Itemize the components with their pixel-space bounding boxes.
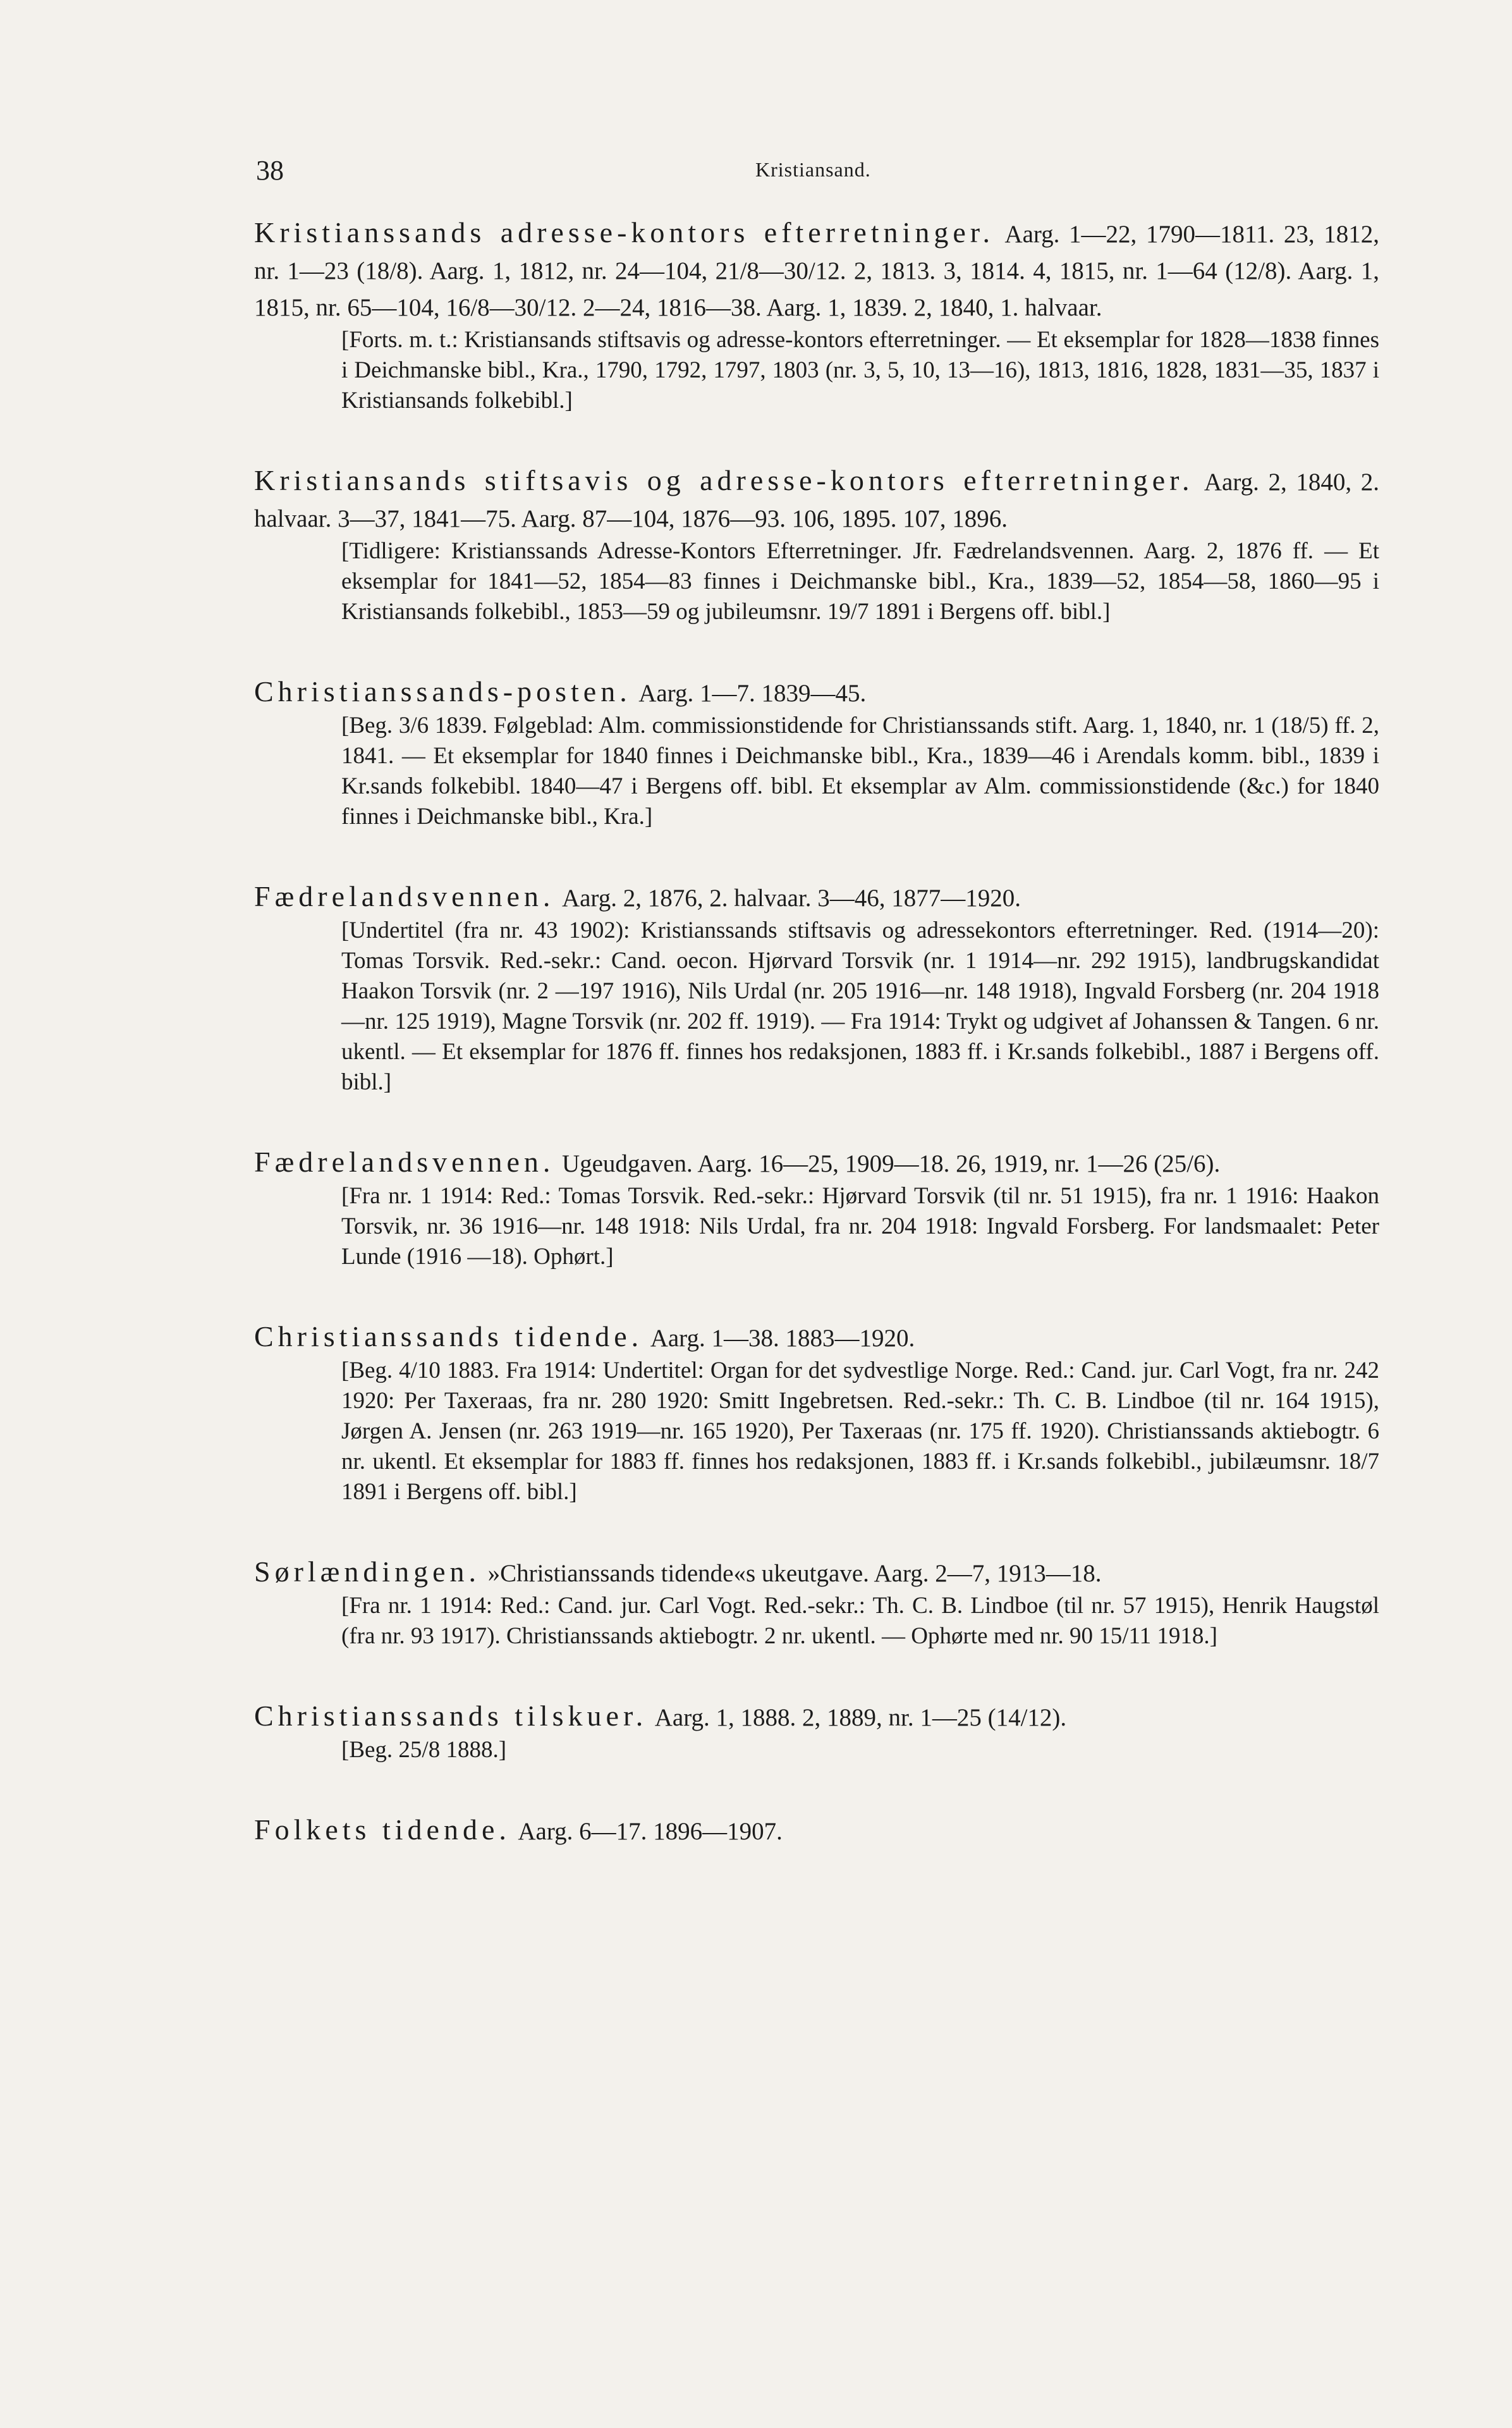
entry-heading — [254, 1812, 1379, 1849]
bibliography-entry — [254, 1812, 1379, 1849]
entry-description: Aarg. 1—7. 1839—45. — [638, 680, 867, 707]
entry-description: Aarg. 6—17. 1896—1907. — [518, 1818, 783, 1845]
bibliography-entry — [254, 1319, 1379, 1507]
entry-heading — [254, 1698, 1379, 1735]
entry-note: [Forts. m. t.: Kristiansands stiftsavis og adresse-kontors efterretninger. — Et eksemplar for 1828—1838 finnes i Deichmanske bibl., Kra., 1790, 1792, 1797, 1803 (nr. 3, 5, 10, 13—16), 1813, 1816, 1828, 1831—35, 1837 i Kristiansands folkebibl.] — [341, 327, 1379, 414]
entry-note: [Fra nr. 1 1914: Red.: Tomas Torsvik. Red.-sekr.: Hjørvard Torsvik (til nr. 51 1915), fra nr. 1 1916: Haakon Torsvik, nr. 36 1916—nr. 148 1918: Nils Urdal, fra nr. 204 1918: Ingvald Forsberg. For landsmaalet: Peter Lunde (1916 —18). Ophørt.] — [341, 1183, 1379, 1270]
entry-note: [Beg. 3/6 1839. Følgeblad: Alm. commissionstidende for Christianssands stift. Aarg. 1, 1840, nr. 1 (18/5) ff. 2, 1841. — Et eksemplar for 1840 finnes i Deichmanske bibl., Kra., 1839—46 i Arendals komm. bibl., 1839 i Kr.sands folkebibl. 1840—47 i Bergens off. bibl. Et eksemplar av Alm. commissionstidende (&c.) for 1840 finnes i Deichmanske bibl., Kra.] — [341, 713, 1379, 830]
entry-note: [Undertitel (fra nr. 43 1902): Kristianssands stiftsavis og adressekontors efterretninger. Red. (1914—20): Tomas Torsvik. Red.-sekr.: Cand. oecon. Hjørvard Torsvik (nr. 1 1914—nr. 292 1915), landbrugskandidat Haakon Torsvik (nr. 2 —197 1916), Nils Urdal (nr. 205 1916—nr. 148 1918), Ingvald Forsberg (nr. 204 1918—nr. 125 1919), Magne Torsvik (nr. 202 ff. 1919). — Fra 1914: Trykt og udgivet af Johanssen & Tangen. 6 nr. ukentl. — Et eksemplar for 1876 ff. finnes hos redaksjonen, 1883 ff. i Kr.sands folkebibl., 1887 i Bergens off. bibl.] — [341, 917, 1379, 1095]
entry-title: Christianssands-posten. — [254, 675, 631, 708]
entry-heading — [254, 879, 1379, 916]
entry-title: Christianssands tilskuer. — [254, 1700, 648, 1732]
entry-description: Aarg. 1—38. 1883—1920. — [650, 1325, 915, 1352]
bibliography-entry — [254, 215, 1379, 416]
entry-description: Ugeudgaven. Aarg. 16—25, 1909—18. 26, 1919, nr. 1—26 (25/6). — [561, 1150, 1221, 1177]
page-number: 38 — [256, 155, 284, 186]
entry-note: [Beg. 25/8 1888.] — [341, 1737, 507, 1763]
entry-heading — [254, 215, 1379, 325]
entry-heading — [254, 1144, 1379, 1181]
entry-title: Folkets tidende. — [254, 1813, 511, 1846]
entry-title: Fædrelandsvennen. — [254, 880, 555, 912]
entry-title: Christianssands tidende. — [254, 1320, 643, 1352]
entry-title: Fædrelandsvennen. — [254, 1146, 555, 1178]
entry-heading — [254, 463, 1379, 536]
entry-note: [Beg. 4/10 1883. Fra 1914: Undertitel: Organ for det sydvestlige Norge. Red.: Cand. jur. Carl Vogt, fra nr. 242 1920: Per Taxeraas, fra nr. 280 1920: Smitt Ingebretsen. Red.-sekr.: Th. C. B. Lindboe (til nr. 164 1915), Jørgen A. Jensen (nr. 263 1919—nr. 165 1920), Per Taxeraas (nr. 175 ff. 1920). Christianssands aktiebogtr. 6 nr. ukentl. Et eksemplar for 1883 ff. finnes hos redaksjonen, 1883 ff. i Kr.sands folkebibl., jubilæumsnr. 18/7 1891 i Bergens off. bibl.] — [341, 1358, 1379, 1505]
bibliography-entry — [254, 463, 1379, 627]
entry-description: Aarg. 2, 1840, 2. halvaar. 3—37, 1841—75. Aarg. 87—104, 1876—93. 106, 1895. 107, 1896. — [254, 469, 1379, 532]
entry-title: Kristianssands adresse-kontors efterretninger. — [254, 216, 995, 248]
bibliography-entry — [254, 1554, 1379, 1652]
entry-description: »Christianssands tidende«s ukeutgave. Aarg. 2—7, 1913—18. — [487, 1560, 1102, 1587]
entry-title: Kristiansands stiftsavis og adresse-kontors efterretninger. — [254, 464, 1194, 496]
bibliography-entry — [254, 674, 1379, 832]
entry-heading — [254, 1554, 1379, 1591]
bibliography-entry — [254, 1144, 1379, 1272]
entry-note: [Fra nr. 1 1914: Red.: Cand. jur. Carl Vogt. Red.-sekr.: Th. C. B. Lindboe (til nr. 57 1915), Henrik Haugstøl (fra nr. 93 1917). Christianssands aktiebogtr. 2 nr. ukentl. — Ophørte med nr. 90 15/11 1918.] — [341, 1593, 1379, 1649]
entry-title: Sørlændingen. — [254, 1555, 481, 1588]
entry-heading — [254, 674, 1379, 711]
bibliography-entry — [254, 1698, 1379, 1765]
bibliography-list — [254, 215, 1379, 1849]
page-header — [256, 154, 1394, 192]
bibliography-entry — [254, 879, 1379, 1098]
running-head: Kristiansand. — [755, 158, 871, 181]
entry-description: Aarg. 2, 1876, 2. halvaar. 3—46, 1877—1920. — [561, 885, 1021, 912]
entry-note: [Tidligere: Kristianssands Adresse-Kontors Efterretninger. Jfr. Fædrelandsvennen. Aarg. 2, 1876 ff. — Et eksemplar for 1841—52, 1854—83 finnes i Deichmanske bibl., Kra., 1839—52, 1854—58, 1860—95 i Kristiansands folkebibl., 1853—59 og jubileumsnr. 19/7 1891 i Bergens off. bibl.] — [341, 538, 1379, 625]
entry-description: Aarg. 1, 1888. 2, 1889, nr. 1—25 (14/12). — [654, 1704, 1067, 1731]
entry-description: Aarg. 1—22, 1790—1811. 23, 1812, nr. 1—23 (18/8). Aarg. 1, 1812, nr. 24—104, 21/8—30/12. 2, 1813. 3, 1814. 4, 1815, nr. 1—64 (12/8). Aarg. 1, 1815, nr. 65—104, 16/8—30/12. 2—24, 1816—38. Aarg. 1, 1839. 2, 1840, 1. halvaar. — [254, 221, 1380, 321]
entry-heading — [254, 1319, 1379, 1356]
